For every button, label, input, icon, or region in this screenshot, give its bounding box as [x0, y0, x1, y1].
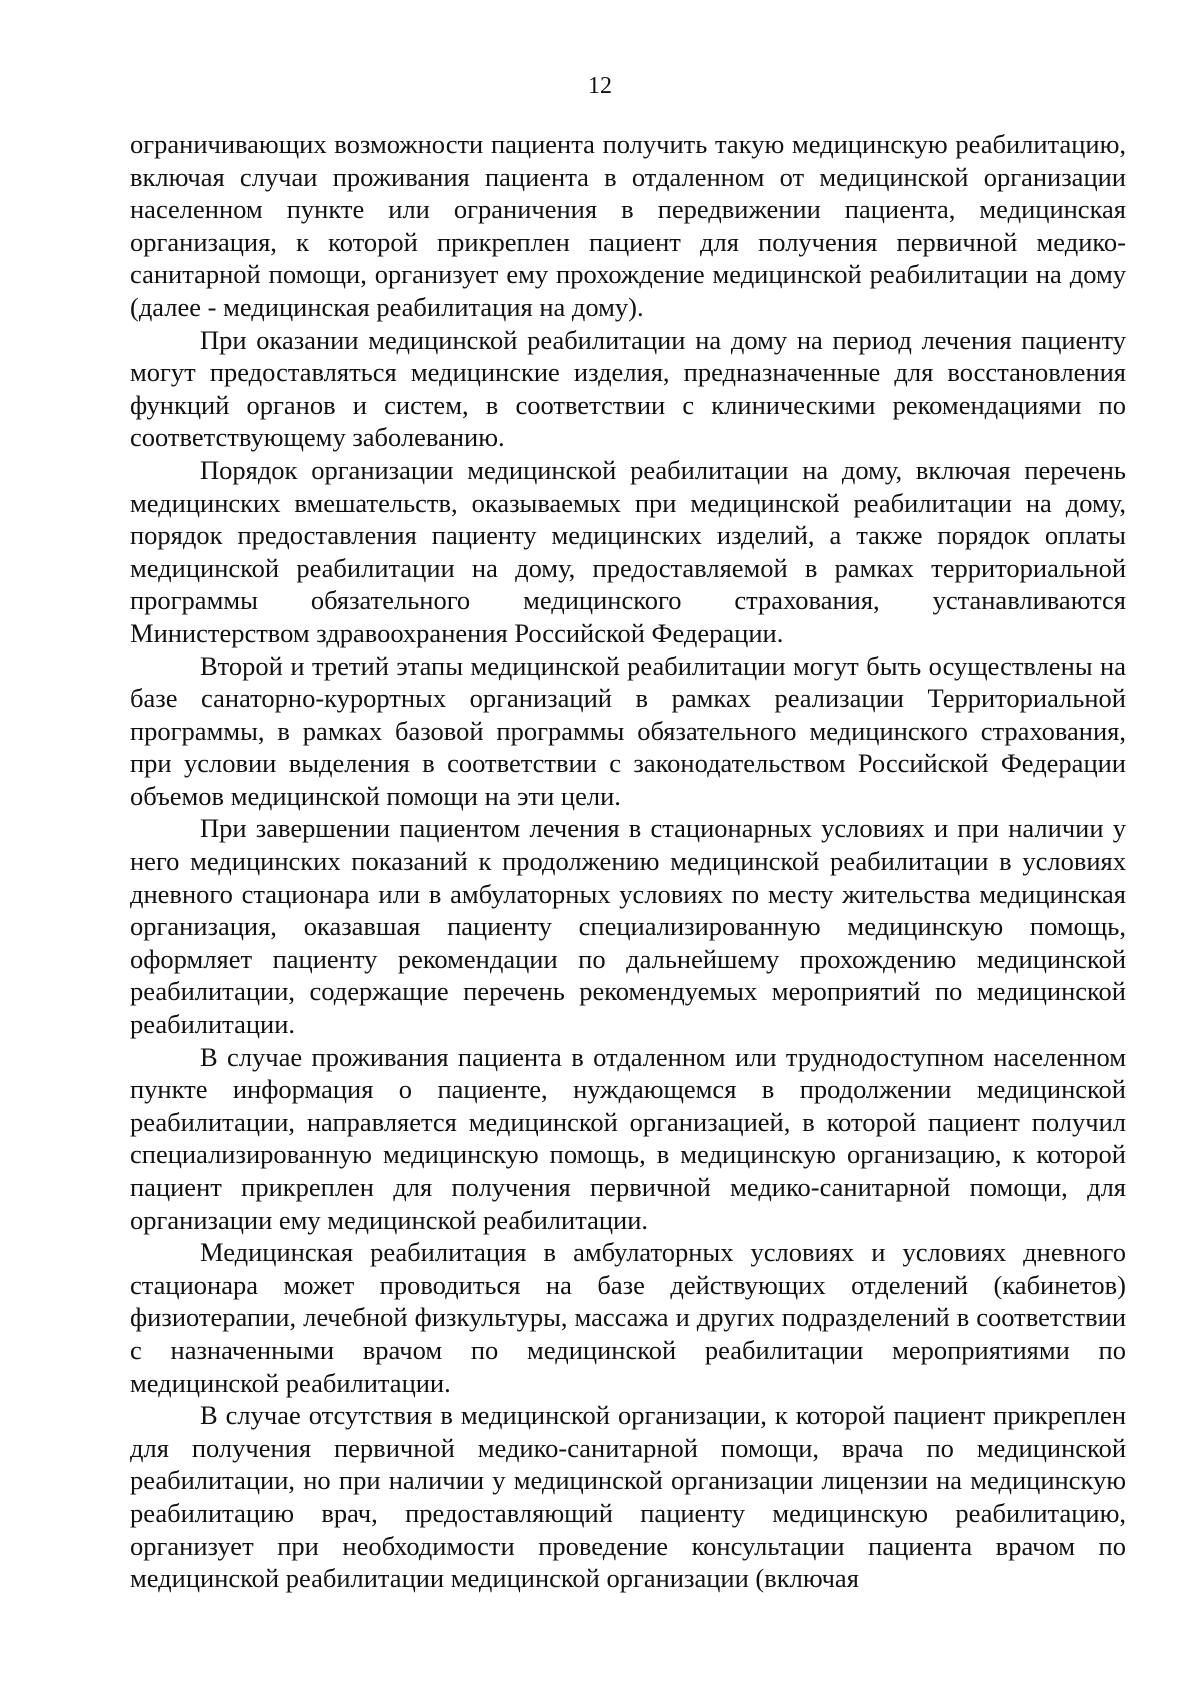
paragraph: ограничивающих возможности пациента получить такую медицинскую реабилитацию, включая случаи проживания пациента в отдаленном от медицинской организации населенном пункте или ограничения в передвижении пациента, медицинская организация, к которой прикреплен пациент для получения первичной медико-санитарной помощи, организует ему прохождение медицинской реабилитации на дому (далее - медицинская реабилитация на дому).: [130, 129, 1126, 322]
paragraph: Второй и третий этапы медицинской реабилитации могут быть осуществлены на базе санаторно-курортных организаций в рамках реализации Территориальной программы, в рамках базовой программы обязательного медицинского страхования, при условии выделения в соответствии с законодательством Российской Федерации объемов медицинской помощи на эти цели.: [130, 650, 1126, 811]
paragraph: При завершении пациентом лечения в стационарных условиях и при наличии у него медицинских показаний к продолжению медицинской реабилитации в условиях дневного стационара или в амбулаторных условиях по месту жительства медицинская организация, оказавшая пациенту специализированную медицинскую помощь, оформляет пациенту рекомендации по дальнейшему прохождению медицинской реабилитации, содержащие перечень рекомендуемых мероприятий по медицинской реабилитации.: [130, 813, 1126, 1040]
paragraph: При оказании медицинской реабилитации на дому на период лечения пациенту могут предоставляться медицинские изделия, предназначенные для восстановления функций органов и систем, в соответствии с клиническими рекомендациями по соответствующему заболеванию.: [130, 324, 1126, 453]
paragraph: Медицинская реабилитация в амбулаторных условиях и условиях дневного стационара может проводиться на базе действующих отделений (кабинетов) физиотерапии, лечебной физкультуры, массажа и других подразделений в соответствии с назначенными врачом по медицинской реабилитации мероприятиями по медицинской реабилитации.: [130, 1237, 1126, 1398]
paragraph: В случае проживания пациента в отдаленном или труднодоступном населенном пункте информация о пациенте, нуждающемся в продолжении медицинской реабилитации, направляется медицинской организацией, в которой пациент получил специализированную медицинскую помощь, в медицинскую организацию, к которой пациент прикреплен для получения первичной медико-санитарной помощи, для организации ему медицинской реабилитации.: [130, 1041, 1126, 1235]
paragraph: Порядок организации медицинской реабилитации на дому, включая перечень медицинских вмешательств, оказываемых при медицинской реабилитации на дому, порядок предоставления пациенту медицинских изделий, а также порядок оплаты медицинской реабилитации на дому, предоставляемой в рамках территориальной программы обязательного медицинского страхования, устанавливаются Министерством здравоохранения Российской Федерации.: [130, 454, 1126, 648]
paragraph: В случае отсутствия в медицинской организации, к которой пациент прикреплен для получения первичной медико-санитарной помощи, врача по медицинской реабилитации, но при наличии у медицинской организации лицензии на медицинскую реабилитацию врач, предоставляющий пациенту медицинскую реабилитацию, организует при необходимости проведение консультации пациента врачом по медицинской реабилитации медицинской организации (включая: [130, 1400, 1126, 1594]
page-number: 12: [588, 73, 612, 99]
document-body: [130, 128, 1126, 1595]
